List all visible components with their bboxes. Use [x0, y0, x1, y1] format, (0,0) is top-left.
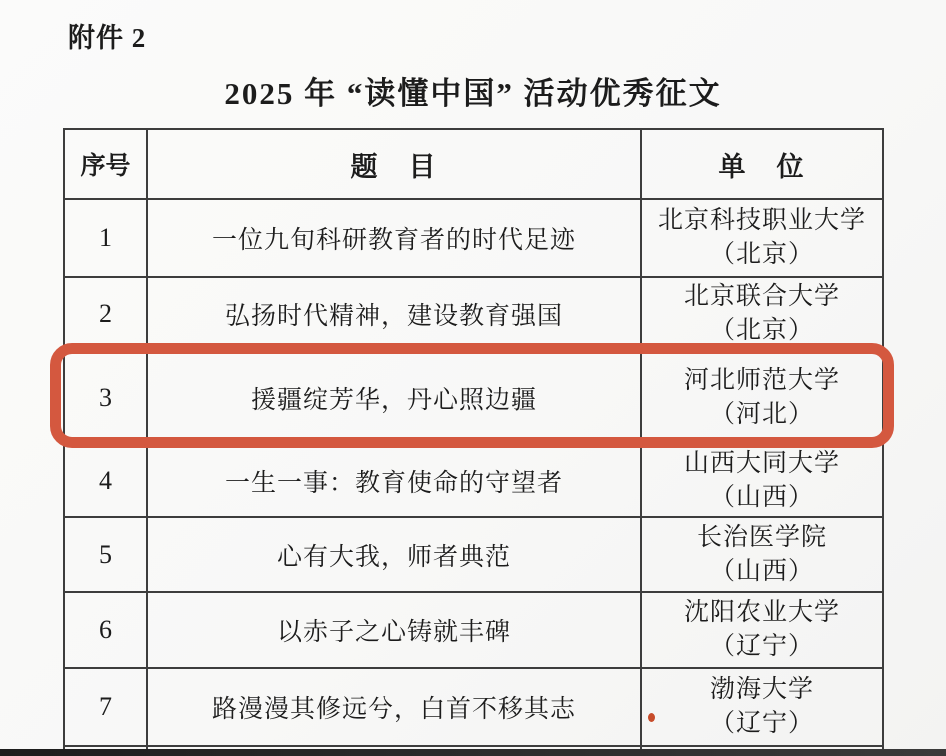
- table-header-row: [64, 129, 883, 199]
- column-header-number: 序号: [64, 129, 147, 199]
- row-number: 5: [64, 517, 147, 592]
- org-region: （河北）: [709, 400, 814, 428]
- table-row: [64, 277, 883, 351]
- org-region: （辽宁）: [709, 633, 814, 660]
- org-region: （北京）: [709, 241, 814, 268]
- page-title: 2025 年 “读懂中国” 活动优秀征文: [224, 76, 722, 111]
- org-cell: [641, 592, 883, 668]
- attachment-label: 附件 2: [68, 23, 147, 53]
- scan-bottom-edge: [0, 749, 946, 756]
- org-name: 北京科技职业大学: [657, 207, 866, 234]
- essay-title: 路漫漫其修远兮，白首不移其志: [147, 668, 641, 746]
- org-cell: [641, 351, 883, 444]
- row-number: 1: [64, 199, 147, 277]
- column-header-org: 单 位: [641, 129, 883, 199]
- org-name: 渤海大学: [709, 676, 814, 703]
- table-row: [64, 517, 883, 592]
- org-cell: [641, 199, 883, 277]
- org-cell: [641, 444, 883, 517]
- red-dot-mark: [648, 713, 655, 722]
- essay-table: [63, 128, 884, 756]
- essay-title: 一生一事：教育使命的守望者: [147, 444, 641, 517]
- org-name: 沈阳农业大学: [683, 599, 840, 626]
- essay-title: 心有大我，师者典范: [147, 517, 641, 592]
- row-number: 7: [64, 668, 147, 746]
- column-header-title: 题 目: [147, 129, 641, 199]
- org-region: （山西）: [709, 483, 814, 511]
- table-row: [64, 668, 883, 746]
- essay-title: 弘扬时代精神，建设教育强国: [147, 277, 641, 351]
- org-cell: [641, 517, 883, 592]
- org-cell: [641, 277, 883, 351]
- table-body: [64, 199, 883, 746]
- org-name: 长治医学院: [696, 523, 827, 551]
- org-name: 北京联合大学: [683, 283, 840, 310]
- table-row: [64, 592, 883, 668]
- row-number: 3: [64, 351, 147, 444]
- essay-title: 以赤子之心铸就丰碑: [147, 592, 641, 668]
- table-row: [64, 444, 883, 517]
- table-row: [64, 199, 883, 277]
- essay-title: 援疆绽芳华，丹心照边疆: [147, 351, 641, 444]
- row-number: 2: [64, 277, 147, 351]
- row-number: 6: [64, 592, 147, 668]
- org-name: 山西大同大学: [683, 449, 840, 477]
- org-region: （辽宁）: [709, 710, 814, 737]
- org-name: 河北师范大学: [683, 366, 840, 394]
- essay-title: 一位九旬科研教育者的时代足迹: [147, 199, 641, 277]
- row-number: 4: [64, 444, 147, 517]
- org-region: （北京）: [709, 317, 814, 344]
- org-region: （山西）: [709, 557, 814, 585]
- table-header: [64, 129, 883, 199]
- table-row: [64, 351, 883, 444]
- org-cell: [641, 668, 883, 746]
